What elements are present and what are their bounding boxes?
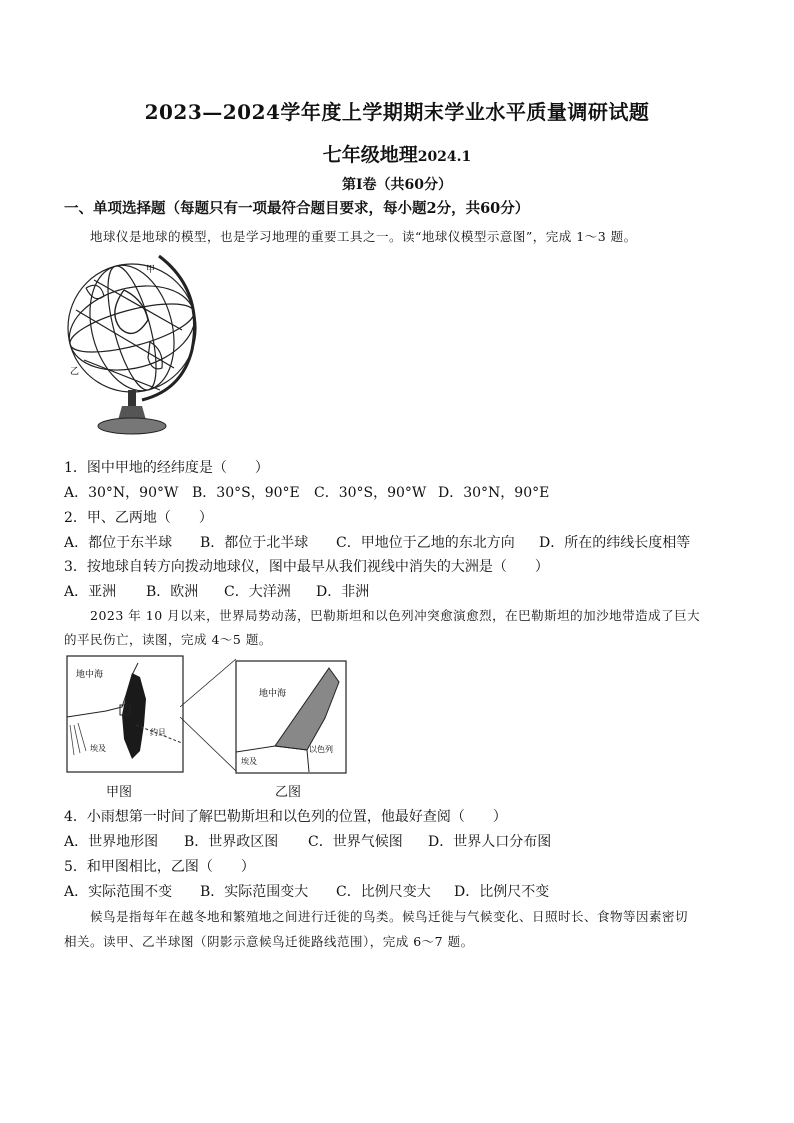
q5-option-d[interactable]: D．比例尺不变: [454, 884, 550, 900]
map-jia-sea-label: 地中海: [76, 670, 104, 680]
q3-option-a[interactable]: A．亚洲: [64, 584, 117, 600]
exam-title: 2023—2024学年度上学期期末学业水平质量调研试题: [144, 100, 650, 124]
map-connector: [180, 655, 240, 775]
q1-option-c[interactable]: C．30°S，90°W: [314, 485, 427, 501]
map-jia-egypt-label: 埃及: [90, 744, 106, 753]
map-yi-sea-label: 地中海: [259, 689, 287, 699]
q1-option-b[interactable]: B．30°S，90°E: [192, 485, 300, 501]
q3-option-b[interactable]: B．欧洲: [146, 584, 199, 600]
q3-option-c[interactable]: C．大洋洲: [224, 584, 291, 600]
map-jia-jordan-label: 约旦: [150, 728, 166, 737]
q4-option-a[interactable]: A．世界地形图: [64, 834, 159, 850]
q4-option-b[interactable]: B．世界政区图: [184, 834, 279, 850]
map-jia-caption: 甲图: [106, 785, 133, 800]
globe-label-left: 乙: [70, 367, 80, 377]
map-jia: [66, 655, 184, 775]
question-5: 5．和甲图相比，乙图（ ）: [64, 859, 255, 875]
q2-option-c[interactable]: C．甲地位于乙地的东北方向: [336, 535, 515, 551]
subject-label: 七年级地理: [322, 144, 418, 166]
globe-label-top: 甲: [146, 265, 156, 275]
section-heading: 一、单项选择题（每题只有一项最符合题目要求，每小题2分，共60分）: [64, 200, 530, 217]
map-yi-egypt-label: 埃及: [241, 757, 257, 766]
q5-option-a[interactable]: A．实际范围不变: [64, 884, 173, 900]
q4-option-c[interactable]: C．世界气候图: [308, 834, 403, 850]
intro-gaza-line1: 2023 年 10 月以来，世界局势动荡，巴勒斯坦和以色列冲突愈演愈烈，在巴勒斯坦的加沙地带造成了巨大: [90, 608, 701, 623]
q2-option-a[interactable]: A．都位于东半球: [64, 535, 173, 551]
q5-option-c[interactable]: C．比例尺变大: [336, 884, 431, 900]
question-1: 1．图中甲地的经纬度是（ ）: [64, 460, 269, 476]
intro-globe: 地球仪是地球的模型，也是学习地理的重要工具之一。读“地球仪模型示意图”，完成 1～3 题。: [90, 229, 637, 244]
q1-option-a[interactable]: A．30°N，90°W: [64, 485, 179, 501]
q2-option-d[interactable]: D．所在的纬线长度相等: [539, 535, 691, 551]
question-4: 4．小雨想第一时间了解巴勒斯坦和以色列的位置，他最好查阅（ ）: [64, 809, 507, 825]
map-yi-israel-label: 以色列: [309, 745, 333, 754]
question-3: 3．按地球自转方向拨动地球仪，图中最早从我们视线中消失的大洲是（ ）: [64, 559, 549, 575]
q1-option-d[interactable]: D．30°N，90°E: [438, 485, 550, 501]
q5-option-b[interactable]: B．实际范围变大: [200, 884, 309, 900]
exam-subtitle: [0, 140, 794, 167]
intro-birds-line2: 相关。读甲、乙半球图（阴影示意候鸟迁徙路线范围），完成 6～7 题。: [64, 934, 474, 949]
intro-gaza-line2: 的平民伤亡，读图，完成 4～5 题。: [64, 632, 272, 647]
part-heading: 第Ⅰ卷（共60分）: [341, 177, 453, 193]
q4-option-d[interactable]: D．世界人口分布图: [428, 834, 552, 850]
question-2: 2．甲、乙两地（ ）: [64, 510, 213, 526]
map-yi: [235, 660, 347, 774]
q2-option-b[interactable]: B．都位于北半球: [200, 535, 309, 551]
exam-date: 2024.1: [417, 149, 472, 165]
globe-figure: [64, 250, 204, 440]
q3-option-d[interactable]: D．非洲: [316, 584, 370, 600]
intro-birds-line1: 候鸟是指每年在越冬地和繁殖地之间进行迁徙的鸟类。候鸟迁徙与气候变化、日照时长、食物等因素密切: [90, 909, 689, 924]
map-yi-caption: 乙图: [275, 785, 302, 800]
